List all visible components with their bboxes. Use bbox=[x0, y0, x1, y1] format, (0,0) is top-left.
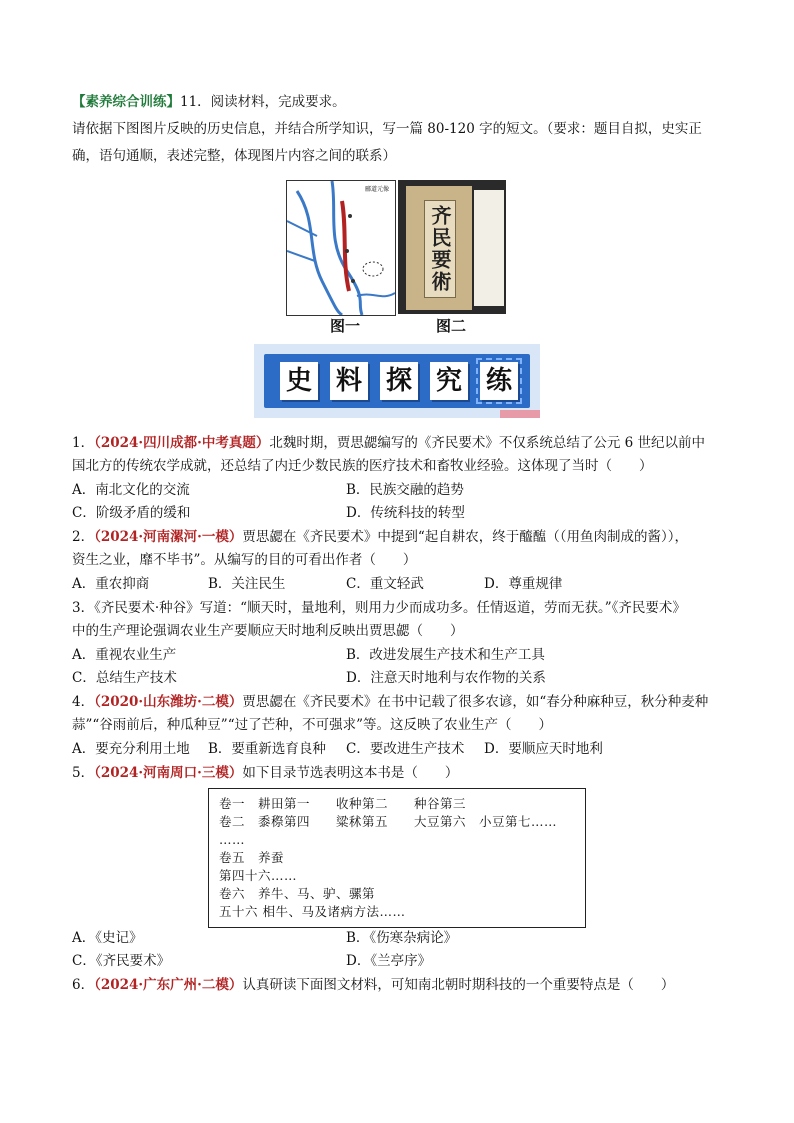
q1-option-c[interactable]: C．阶级矛盾的缓和 bbox=[72, 505, 191, 521]
toc-line: 卷二 黍穄第四 粱秫第五 大豆第六 小豆第七…… bbox=[219, 814, 558, 829]
toc-line: 五十六 相牛、马及诸病方法…… bbox=[219, 904, 406, 919]
q3-line-2: 中的生产理论强调农业生产要顺应天时地利反映出贾思勰（ ） bbox=[72, 623, 464, 639]
intro-line-1 bbox=[72, 92, 346, 112]
q2-number: 2． bbox=[72, 529, 95, 545]
q4-number: 4． bbox=[72, 694, 95, 710]
banner-char-4: 究 bbox=[430, 362, 468, 400]
map-title: 郦道元像 bbox=[364, 186, 389, 193]
q2-line-1 bbox=[72, 527, 688, 547]
q4-option-a[interactable]: A．要充分利用土地 bbox=[72, 741, 190, 757]
q4-line-1 bbox=[72, 692, 708, 712]
banner-char-5: 练 bbox=[480, 362, 518, 400]
q6-line-1 bbox=[72, 975, 674, 995]
q6-source: （2024·广东广州·二模） bbox=[94, 977, 243, 993]
q3-option-d[interactable]: D．注意天时地利与农作物的关系 bbox=[346, 670, 546, 686]
q4-option-b[interactable]: B．要重新选育良种 bbox=[208, 741, 326, 757]
q6-text-1: 认真研读下面图文材料，可知南北朝时期科技的一个重要特点是（ ） bbox=[242, 977, 675, 993]
book-page bbox=[474, 190, 504, 306]
q1-source: （2024·四川成都·中考真题） bbox=[94, 435, 270, 451]
map-drawing bbox=[287, 181, 395, 315]
banner-accent bbox=[500, 410, 540, 418]
q3-line-1: 3．《齐民要术·种谷》写道：“顺天时，量地利，则用力少而成功多。任情返道，劳而无获。”《齐民要术》 bbox=[72, 600, 686, 616]
q3-option-c[interactable]: C．总结生产技术 bbox=[72, 670, 177, 686]
q1-option-d[interactable]: D．传统科技的转型 bbox=[346, 505, 465, 521]
q5-option-d[interactable]: D．《兰亭序》 bbox=[346, 953, 432, 969]
q5-option-b[interactable]: B．《伤寒杂病论》 bbox=[346, 930, 458, 946]
banner-char-1: 史 bbox=[280, 362, 318, 400]
banner-char-2: 料 bbox=[330, 362, 368, 400]
q5-line-1 bbox=[72, 763, 458, 783]
q2-option-c[interactable]: C．重文轻武 bbox=[346, 576, 424, 592]
q3-option-a[interactable]: A．重视农业生产 bbox=[72, 647, 177, 663]
q5-option-c[interactable]: C．《齐民要术》 bbox=[72, 953, 171, 969]
q1-line-2: 国北方的传统农学成就，还总结了内迁少数民族的医疗技术和畜牧业经验。这体现了当时（ ） bbox=[72, 458, 653, 474]
q4-source: （2020·山东潍坊·二模） bbox=[94, 694, 243, 710]
q2-line-2: 资生之业，靡不毕书”。从编写的目的可看出作者（ ） bbox=[72, 552, 417, 568]
q2-option-a[interactable]: A．重农抑商 bbox=[72, 576, 150, 592]
figure-caption-2: 图二 bbox=[436, 317, 467, 335]
q3-option-b[interactable]: B．改进发展生产技术和生产工具 bbox=[346, 647, 545, 663]
toc-line: 卷六 养牛、马、驴、骡第 bbox=[219, 886, 376, 901]
map-figure bbox=[286, 180, 396, 316]
book-figure bbox=[398, 180, 506, 314]
table-of-contents-box bbox=[208, 788, 586, 928]
toc-line: 卷五 养蚕 bbox=[219, 850, 285, 865]
banner-char-3: 探 bbox=[380, 362, 418, 400]
toc-line: 卷一 耕田第一 收种第二 种谷第三 bbox=[219, 796, 467, 811]
book-title: 齐民要術 bbox=[428, 205, 452, 293]
q1-option-b[interactable]: B．民族交融的趋势 bbox=[346, 482, 464, 498]
q4-option-c[interactable]: C．要改进生产技术 bbox=[346, 741, 465, 757]
q1-number: 1． bbox=[72, 435, 95, 451]
q2-text-1: 贾思勰在《齐民要术》中提到“起自耕农，终于醯醢（（用鱼肉制成的酱））， bbox=[242, 529, 688, 545]
toc-line: …… bbox=[219, 832, 245, 847]
book-title-slip bbox=[424, 200, 456, 298]
q5-option-a[interactable]: A．《史记》 bbox=[72, 930, 143, 946]
q1-option-a[interactable]: A．南北文化的交流 bbox=[72, 482, 190, 498]
q4-text-1: 贾思勰在《齐民要术》在书中记载了很多农谚，如“春分种麻种豆，秋分种麦种 bbox=[242, 694, 709, 710]
q5-source: （2024·河南周口·三模） bbox=[94, 765, 243, 781]
banner-inner bbox=[264, 354, 530, 408]
section-tag: 【素养综合训练】 bbox=[72, 94, 180, 110]
section-banner bbox=[254, 344, 540, 418]
toc-line: 第四十六…… bbox=[219, 868, 298, 883]
q5-number: 5． bbox=[72, 765, 95, 781]
q2-option-b[interactable]: B．关注民生 bbox=[208, 576, 286, 592]
q5-text-1: 如下目录节选表明这本书是（ ） bbox=[242, 765, 459, 781]
figure-caption-1: 图一 bbox=[330, 317, 361, 335]
q4-option-d[interactable]: D．要顺应天时地利 bbox=[484, 741, 603, 757]
intro-question: 11．阅读材料，完成要求。 bbox=[180, 94, 346, 110]
q2-source: （2024·河南漯河·一模） bbox=[94, 529, 243, 545]
q1-text-1: 北魏时期，贾思勰编写的《齐民要术》不仅系统总结了公元 6 世纪以前中 bbox=[269, 435, 705, 451]
intro-line-3: 确，语句通顺，表述完整，体现图片内容之间的联系） bbox=[72, 148, 396, 164]
q6-number: 6． bbox=[72, 977, 95, 993]
book-cover bbox=[406, 186, 472, 310]
q4-line-2: 蒜”“谷雨前后，种瓜种豆”“过了芒种，不可强求”等。这反映了农业生产（ ） bbox=[72, 717, 553, 733]
q1-line-1 bbox=[72, 433, 705, 453]
intro-line-2: 请依据下图图片反映的历史信息，并结合所学知识，写一篇 80-120 字的短文。（要求：题目自拟，史实正 bbox=[72, 121, 702, 137]
q2-option-d[interactable]: D．尊重规律 bbox=[484, 576, 563, 592]
